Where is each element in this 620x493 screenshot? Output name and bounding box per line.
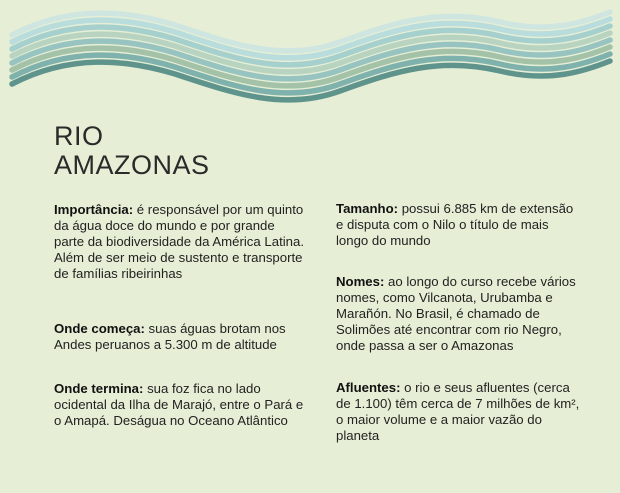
info-tamanho	[336, 201, 584, 249]
title-line-2: AMAZONAS	[54, 150, 210, 180]
title-line-1: RIO	[54, 121, 104, 151]
info-onde-comeca	[54, 321, 304, 353]
info-label: Importância:	[54, 202, 134, 217]
info-text: ao longo do curso recebe vários nomes, como Vilcanota, Urubamba e Marañón. No Brasil, é chamado de Solimões até encontrar com rio Negro, onde passa a ser o Amazonas	[336, 274, 576, 353]
info-onde-termina	[54, 381, 304, 429]
info-nomes	[336, 274, 584, 354]
info-importancia	[54, 202, 304, 282]
info-afluentes	[336, 380, 584, 444]
info-text: sua foz fica no lado ocidental da Ilha de Marajó, entre o Pará e o Amapá. Deságua no Oceano Atlântico	[54, 381, 304, 428]
info-label: Nomes:	[336, 274, 385, 289]
decorative-river-waves	[0, 0, 620, 120]
info-text: suas águas brotam nos Andes peruanos a 5.300 m de altitude	[54, 321, 286, 352]
page-title	[54, 122, 210, 180]
info-text: o rio e seus afluentes (cerca de 1.100) têm cerca de 7 milhões de km², o maior volume e a maior vazão do planeta	[336, 380, 580, 443]
info-text: possui 6.885 km de extensão e disputa com o Nilo o título de mais longo do mundo	[336, 201, 574, 248]
info-label: Afluentes:	[336, 380, 401, 395]
info-text: é responsável por um quinto da água doce do mundo e por grande parte da biodiversidade da América Latina. Além de ser meio de sustento e transporte de famílias ribeirinhas	[54, 202, 304, 281]
info-label: Onde termina:	[54, 381, 144, 396]
info-label: Tamanho:	[336, 201, 399, 216]
info-label: Onde começa:	[54, 321, 145, 336]
